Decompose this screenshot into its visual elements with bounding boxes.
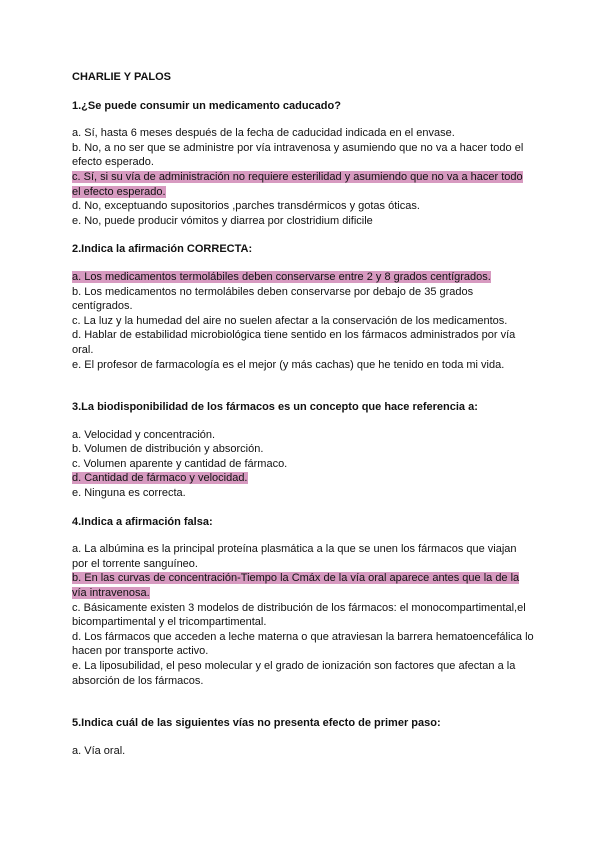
question-4 xyxy=(72,515,534,689)
question-text: 5.Indica cuál de las siguientes vías no presenta efecto de primer paso: xyxy=(72,717,441,730)
answer-option-b: b. Volumen de distribución y absorción. xyxy=(72,443,264,456)
spacer xyxy=(72,688,534,716)
spacer xyxy=(72,501,534,515)
spacer xyxy=(72,228,534,242)
answer-option-d: d. Hablar de estabilidad microbiológica tiene sentido en los fármacos administrados por vía oral. xyxy=(72,329,516,356)
answer-option-c: c. La luz y la humedad del aire no suelen afectar a la conservación de los medicamentos. xyxy=(72,314,508,327)
question-text: 2.Indica la afirmación CORRECTA: xyxy=(72,243,253,256)
answer-option-c: c. Volumen aparente y cantidad de fármaco. xyxy=(72,457,288,470)
answer-option-e: e. El profesor de farmacología es el mejor (y más cachas) que he tenido en toda mi vida. xyxy=(72,358,505,371)
question-text: 1.¿Se puede consumir un medicamento caducado? xyxy=(72,99,341,112)
answer-option-d xyxy=(72,471,534,486)
answer-option-e: e. Ninguna es correcta. xyxy=(72,487,186,500)
question-5 xyxy=(72,716,534,758)
answer-option-e: e. No, puede producir vómitos y diarrea por clostridium dificile xyxy=(72,214,373,227)
question-1 xyxy=(72,99,534,229)
highlighted-answer: d. Cantidad de fármaco y velocidad. xyxy=(72,472,248,485)
question-2 xyxy=(72,242,534,372)
answer-option-a: a. La albúmina es la principal proteína plasmática a la que se unen los fármacos que viajan por el torrente sanguíneo. xyxy=(72,543,517,570)
answer-option-e: e. La liposubilidad, el peso molecular y el grado de ionización son factores que afectan a la absorción de los fármacos. xyxy=(72,660,516,687)
question-text: 3.La biodisponibilidad de los fármacos es un concepto que hace referencia a: xyxy=(72,401,478,414)
answer-option-a: a. Vía oral. xyxy=(72,744,126,757)
answer-option-a: a. Sí, hasta 6 meses después de la fecha de caducidad indicada en el envase. xyxy=(72,127,455,140)
answer-option-b: b. No, a no ser que se administre por vía intravenosa y asumiendo que no va a hacer todo el efecto esperado. xyxy=(72,141,524,169)
question-text: 4.Indica a afirmación falsa: xyxy=(72,515,213,528)
spacer xyxy=(72,372,534,400)
answer-option-d: d. Los fármacos que acceden a leche materna o que atraviesan la barrera hematoencefálica lo hacen por transporte activo. xyxy=(72,630,534,658)
answer-option-b: b. Los medicamentos no termolábiles deben conservarse por debajo de 35 grados centígrados. xyxy=(72,285,474,313)
highlighted-answer: c. Sí, si su vía de administración no requiere esterilidad y asumiendo que no va a hacer todo el efecto esperado. xyxy=(72,170,523,198)
question-3 xyxy=(72,400,534,501)
highlighted-answer: b. En las curvas de concentración-Tiempo la Cmáx de la vía oral aparece antes que la de la vía intravenosa. xyxy=(72,572,520,600)
document-content xyxy=(72,70,534,758)
answer-option-a xyxy=(72,270,534,285)
answer-option-c xyxy=(72,170,534,199)
highlighted-answer: a. Los medicamentos termolábiles deben conservarse entre 2 y 8 grados centígrados. xyxy=(72,270,491,283)
document-title: CHARLIE Y PALOS xyxy=(72,71,172,83)
answer-option-a: a. Velocidad y concentración. xyxy=(72,428,216,441)
answer-option-b xyxy=(72,571,534,600)
answer-option-d: d. No, exceptuando supositorios ,parches transdérmicos y gotas óticas. xyxy=(72,200,420,213)
answer-option-c: c. Básicamente existen 3 modelos de distribución de los fármacos: el monocompartimental,el bicompartimental y el tricompartimental. xyxy=(72,601,526,629)
